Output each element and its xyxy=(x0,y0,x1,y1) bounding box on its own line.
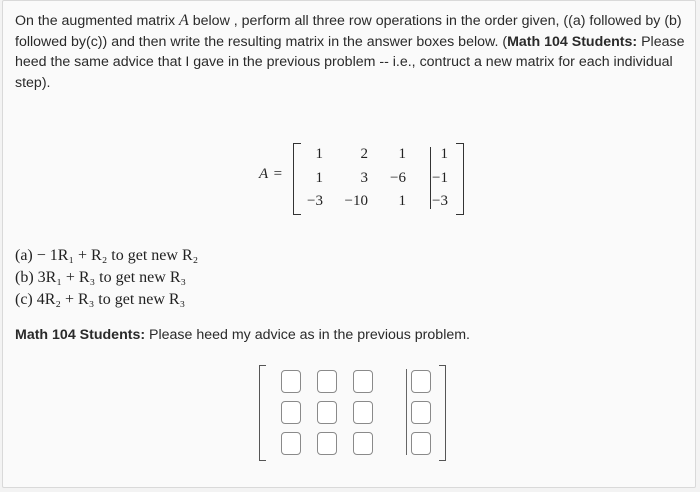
matrix-symbol: A xyxy=(179,12,189,29)
matrix-cell: −1 xyxy=(432,170,448,186)
answer-box-r1c3[interactable] xyxy=(353,370,373,393)
answer-augment-divider xyxy=(406,369,407,455)
answer-box-r2c1[interactable] xyxy=(281,401,301,424)
row-operations xyxy=(15,245,198,311)
answer-box-r2c3[interactable] xyxy=(353,401,373,424)
matrix-cell: −6 xyxy=(390,170,406,186)
matrix-cell: 1 xyxy=(440,146,448,162)
matrix-cell: 1 xyxy=(315,170,323,186)
math104-label: Math 104 Students: xyxy=(507,33,638,50)
matrix-label: A = xyxy=(259,166,283,182)
answer-left-bracket xyxy=(259,365,266,461)
answer-box-r3c1[interactable] xyxy=(281,432,301,455)
matrix-cell: 1 xyxy=(315,146,323,162)
matrix-cell: −3 xyxy=(432,193,448,209)
operation-b: (b) 3R₁ + R₃ to get new R₃ xyxy=(15,269,187,286)
answer-box-r1c1[interactable] xyxy=(281,370,301,393)
answer-matrix xyxy=(259,365,449,461)
instructions-text: On the augmented matrix A below , perform all three row operations in the order given, ((a) followed by (b) followed by(c)) and then write the resulting matrix in the answer boxes below. (Math 104 Students: Please heed the same advice that I gave in the previous problem -- i.e., contruct a new matrix for each individual step). xyxy=(15,12,685,91)
matrix-cell: −10 xyxy=(344,193,368,209)
answer-right-bracket xyxy=(439,365,446,461)
matrix-cell: −3 xyxy=(307,193,323,209)
answer-box-r1c4[interactable] xyxy=(411,370,431,393)
answer-box-r2c4[interactable] xyxy=(411,401,431,424)
answer-box-r1c2[interactable] xyxy=(317,370,337,393)
augmented-matrix xyxy=(259,141,479,217)
question-card xyxy=(2,0,696,488)
matrix-cell: 2 xyxy=(360,146,368,162)
answer-box-r2c2[interactable] xyxy=(317,401,337,424)
operation-a: (a) − 1R₁ + R₂ to get new R₂ xyxy=(15,247,199,264)
matrix-cell: 1 xyxy=(398,193,406,209)
operation-c: (c) 4R₂ + R₃ to get new R₃ xyxy=(15,291,186,308)
answer-box-r3c2[interactable] xyxy=(317,432,337,455)
advice-text: Math 104 Students: Please heed my advice as in the previous problem. xyxy=(15,327,470,343)
matrix-cell: 3 xyxy=(360,170,368,186)
matrix-cell: 1 xyxy=(398,146,406,162)
matrix-right-bracket xyxy=(456,143,464,215)
answer-box-r3c4[interactable] xyxy=(411,432,431,455)
answer-box-r3c3[interactable] xyxy=(353,432,373,455)
